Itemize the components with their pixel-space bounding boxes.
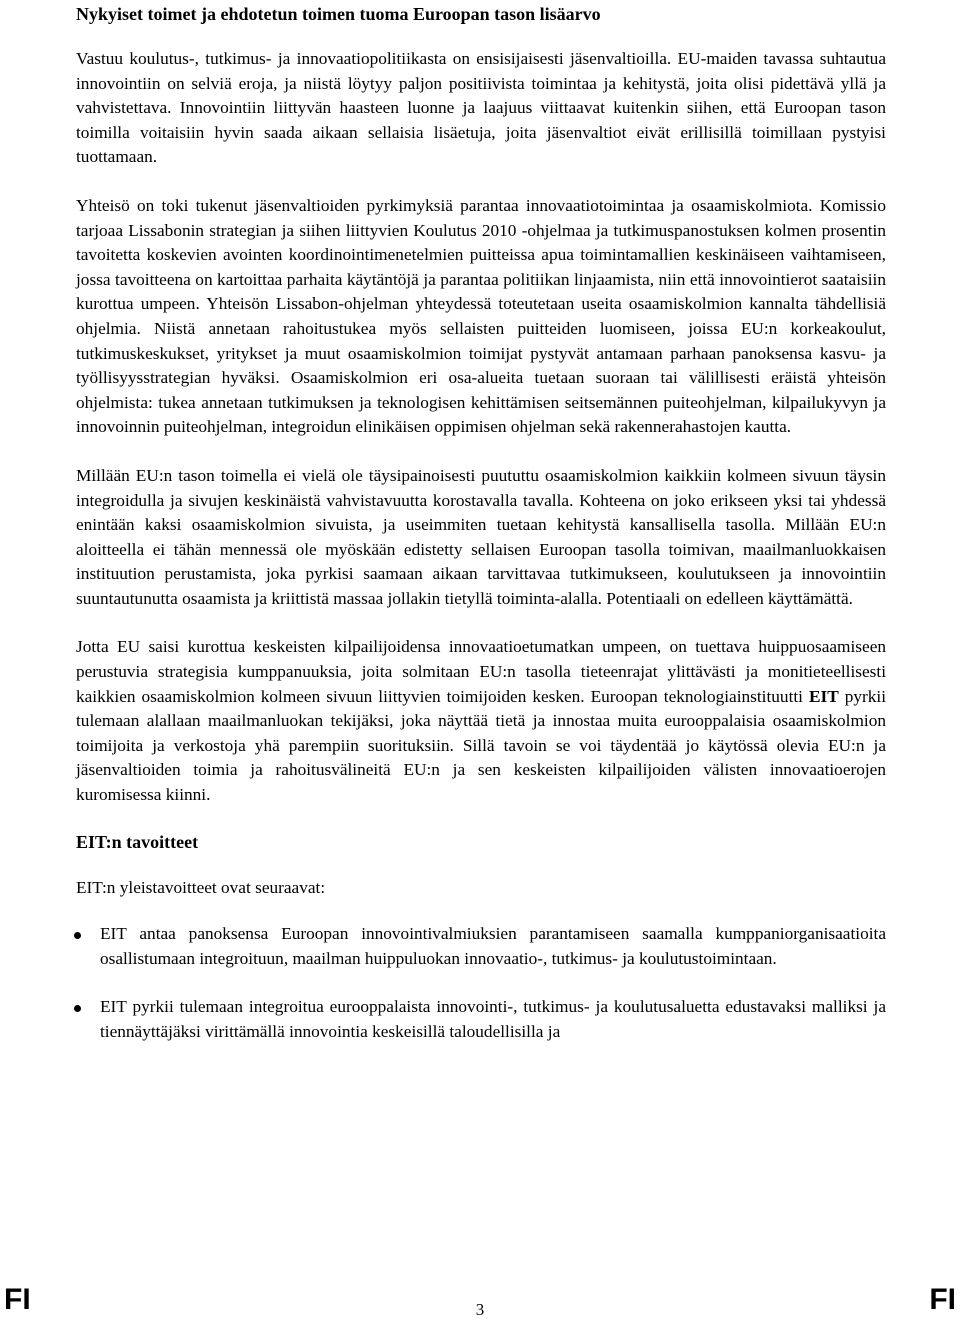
document-page (76, 0, 886, 1045)
bullet-icon (74, 932, 81, 939)
objectives-list (76, 922, 886, 1044)
footer-language-left: FI (4, 1283, 31, 1316)
list-item-text: EIT antaa panoksensa Euroopan innovointivalmiuksien parantamiseen saamalla kumppaniorganisaatioita osallistumaan integroituun, maailman huippuluokan innovaatio-, tutkimus- ja koulutustoimintaan. (100, 924, 886, 968)
footer-language-right: FI (929, 1283, 956, 1316)
section-intro: EIT:n yleistavoitteet ovat seuraavat: (76, 877, 326, 897)
page-number: 3 (475, 1300, 485, 1319)
paragraph-4-text-a: Jotta EU saisi kurottua keskeisten kilpailijoidensa innovaatioetumatkan umpeen, on tuettava huippuosaamiseen perustuvia strategisia kumppanuuksia, joita solmitaan EU:n tasolla tieteenrajat ylittävästi ja monitieteellisesti kaikkien osaamiskolmion kolmeen sivuun liittyvien toimijoiden kesken. Euroopan teknologiainstituutti (76, 637, 886, 706)
page-heading: Nykyiset toimet ja ehdotetun toimen tuoma Euroopan tason lisäarvo (76, 4, 601, 24)
paragraph-3: Millään EU:n tason toimella ei vielä ole täysipainoisesti puututtu osaamiskolmion kaikkiin kolmeen sivuun täysin integroidulla ja sivujen keskinäistä vahvistavuutta korostavalla tavalla. Kohteena on joko erikseen yksi tai yhdessä enintään kaksi osaamiskolmion sivuista, ja useimmiten tuetaan kehitystä kansallisella tasolla. Millään EU:n aloitteella ei tähän mennessä ole myöskään edistetty sellaisen Euroopan tasolla toimivan, maailmanluokkaisen instituution perustamista, joka pyrkisi saamaan aikaan tarvittavaa tutkimukseen, koulutukseen ja innovointiin suuntautunutta osaamista ja kriittistä massaa jollakin tietyllä toiminta-alalla. Potentiaali on edelleen käyttämättä. (76, 465, 886, 608)
list-item-text: EIT pyrkii tulemaan integroitua eurooppalaista innovointi-, tutkimus- ja koulutusaluetta edustavaksi malliksi ja tiennäyttäjäksi virittämällä innovointia keskeisillä taloudellisilla ja (100, 997, 886, 1041)
eit-acronym: EIT (808, 686, 839, 706)
paragraph-4-text-b: pyrkii tulemaan alallaan maailmanluokan tekijäksi, joka näyttää tietä ja innostaa muita eurooppalaisia osaamiskolmion toimijoita ja verkostoja yhä parempiin suorituksiin. Sillä tavoin se voi täydentää jo käytössä olevia EU:n ja jäsenvaltioiden toimia ja rahoitusvälineitä EU:n ja sen keskeisten kilpailijoiden välisten innovaatioerojen kuromisessa kiinni. (76, 686, 886, 805)
bullet-icon (74, 1005, 81, 1012)
section-title: EIT:n tavoitteet (76, 831, 199, 852)
list-item (76, 922, 886, 971)
paragraph-1: Vastuu koulutus-, tutkimus- ja innovaatiopolitiikasta on ensisijaisesti jäsenvaltioilla. EU-maiden tavassa suhtautua innovointiin on selviä eroja, ja niistä löytyy paljon positiivista toimintaa ja kehitystä, joita olisi pidettävä yllä ja vahvistettava. Innovointiin liittyvän haasteen luonne ja laajuus viittaavat kuitenkin siihen, että Euroopan tason toimilla voitaisiin hyvin saada aikaan sellaisia lisäetuja, joita jäsenvaltiot eivät erillisillä toimillaan pystyisi tuottamaan. (76, 49, 886, 167)
paragraph-4 (76, 635, 886, 807)
paragraph-2: Yhteisö on toki tukenut jäsenvaltioiden pyrkimyksiä parantaa innovaatiotoimintaa ja osaamiskolmiota. Komissio tarjoaa Lissabonin strategian ja siihen liittyvien Koulutus 2010 -ohjelmaa ja tutkimuspanostuksen kolmen prosentin tavoitetta koskevien avointen koordinointimenetelmien puitteissa apua toimintamallien keskinäiseen vaihtamiseen, jossa tavoitteena on kartoittaa parhaita käytäntöjä ja parantaa politiikan linjaamista, niin että innovointierot saataisiin kurottua umpeen. Yhteisön Lissabon-ohjelman yhteydessä toteutetaan useita osaamiskolmion kannalta tähdellisiä ohjelmia. Niistä annetaan rahoitustukea myös sellaisten puitteiden luomiseen, joissa EU:n korkeakoulut, tutkimuskeskukset, yritykset ja muut osaamiskolmion toimijat pystyvät antamaan parhaan panoksensa kasvu- ja työllisyysstrategian hyväksi. Osaamiskolmion eri osa-alueita tuetaan suoraan tai välillisesti eräistä yhteisön ohjelmista: tukea annetaan tutkimuksen ja teknologisen kehittämisen seitsemännen puiteohjelman, kilpailukyvyn ja innovoinnin puiteohjelman, integroidun elinikäisen oppimisen ohjelman sekä rakennerahastojen kautta. (76, 195, 886, 437)
list-item (76, 995, 886, 1044)
